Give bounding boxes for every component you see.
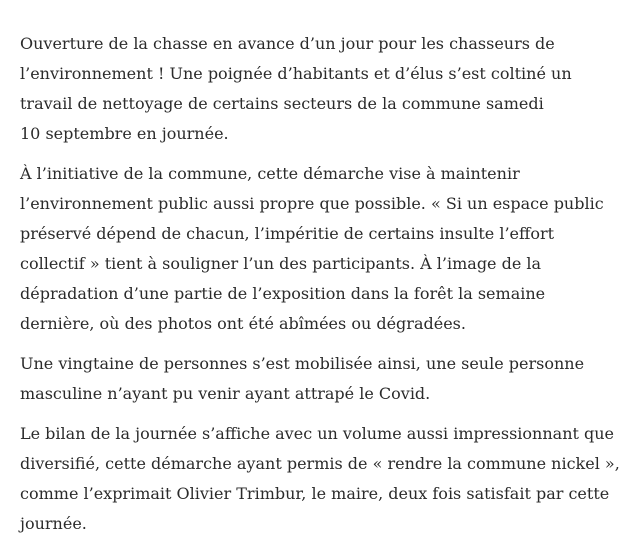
paragraph-line: dernière, où des photos ont été abîmées ou dégradées.	[20, 314, 466, 333]
paragraph-line: collectif » tient à souligner l’un des participants. À l’image de la	[20, 254, 542, 273]
paragraph-line: masculine n’ayant pu venir ayant attrapé le Covid.	[20, 384, 431, 403]
paragraph-line: À l’initiative de la commune, cette démarche vise à maintenir	[20, 164, 520, 183]
paragraph-line: Le bilan de la journée s’affiche avec un volume aussi impressionnant que	[20, 424, 615, 443]
paragraph-line: comme l’exprimait Olivier Trimbur, le maire, deux fois satisfait par cette	[20, 484, 610, 503]
paragraph-line: journée.	[20, 514, 87, 533]
paragraph-line: travail de nettoyage de certains secteurs de la commune samedi	[20, 94, 544, 113]
paragraph-line: Une vingtaine de personnes s’est mobilisée ainsi, une seule personne	[20, 354, 585, 373]
paragraph-4	[20, 419, 620, 539]
paragraph-3	[20, 349, 610, 409]
paragraph-2	[20, 159, 610, 339]
paragraph-line: dépradation d’une partie de l’exposition dans la forêt la semaine	[20, 284, 546, 303]
paragraph-line: l’environnement public aussi propre que possible. « Si un espace public	[20, 194, 604, 213]
article-body	[20, 29, 620, 549]
paragraph-line: préservé dépend de chacun, l’impéritie de certains insulte l’effort	[20, 224, 555, 243]
paragraph-line: l’environnement ! Une poignée d’habitants et d’élus s’est coltiné un	[20, 64, 572, 83]
paragraph-line: Ouverture de la chasse en avance d’un jour pour les chasseurs de	[20, 34, 555, 53]
paragraph-line: diversifié, cette démarche ayant permis de « rendre la commune nickel »,	[20, 454, 620, 473]
paragraph-line: 10 septembre en journée.	[20, 124, 229, 143]
paragraph-1	[20, 29, 610, 149]
